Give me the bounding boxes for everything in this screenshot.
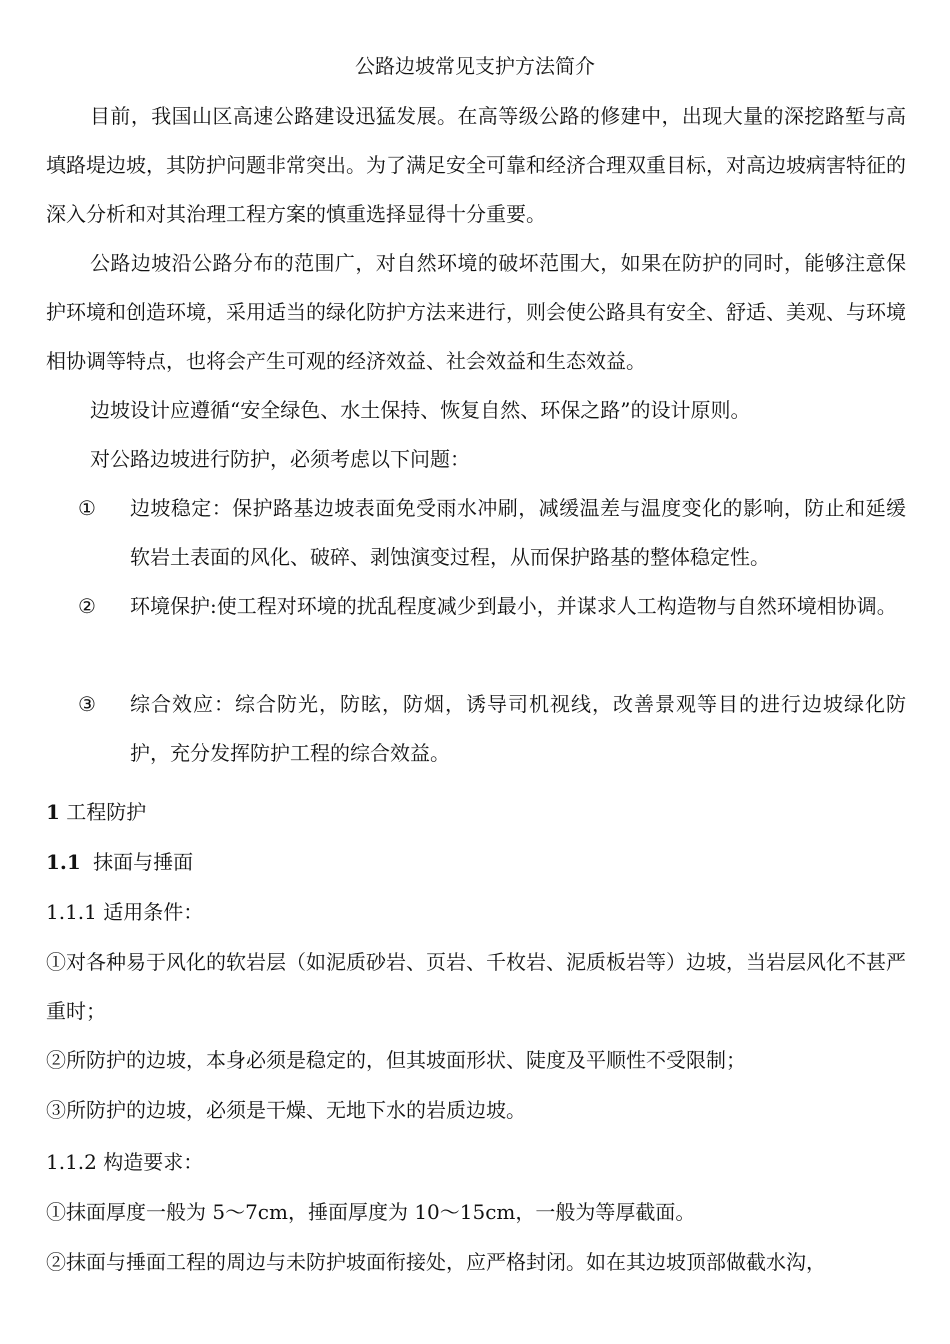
section-title: 抹面与捶面 [93,850,194,874]
issues-intro-paragraph: 对公路边坡进行防护，必须考虑以下问题： [90,447,470,471]
intro-paragraph: 目前，我国山区高速公路建设迅猛发展。在高等级公路的修建中，出现大量的深挖路堑与高填路堤边坡，其防护问题非常突出。为了满足安全可靠和经济合理双重目标，对高边坡病害特征的深入分析和对其治理工程方案的慎重选择显得十分重要。 [46,104,906,226]
section-1-heading [46,796,906,828]
section-number: 1.1 [46,850,81,874]
issue-text: 环境保护:使工程对环境的扰乱程度减少到最小，并谋求人工构造物与自然环境相协调。 [130,594,897,618]
section-title: 工程防护 [66,800,147,824]
construction-heading: 1.1.2 构造要求： [46,1150,204,1174]
design-principle-paragraph: 边坡设计应遵循“安全绿色、水土保持、恢复自然、环保之路”的设计原则。 [90,398,751,422]
issue-number: ② [78,594,96,618]
issue-text: 边坡稳定：保护路基边坡表面免受雨水冲刷，减缓温差与温度变化的影响，防止和延缓软岩土表面的风化、破碎、剥蚀演变过程，从而保护路基的整体稳定性。 [130,496,906,569]
environment-paragraph: 公路边坡沿公路分布的范围广，对自然环境的破坏范围大，如果在防护的同时，能够注意保护环境和创造环境，采用适当的绿化防护方法来进行，则会使公路具有安全、舒适、美观、与环境相协调等特点，也将会产生可观的经济效益、社会效益和生态效益。 [46,251,906,373]
condition-item: ③所防护的边坡，必须是干燥、无地下水的岩质边坡。 [46,1098,526,1122]
section-number: 1 [46,800,60,824]
conditions-heading: 1.1.1 适用条件： [46,900,204,924]
issue-number: ③ [78,692,96,716]
issue-number: ① [78,496,96,520]
construction-item: ②抹面与捶面工程的周边与未防护坡面衔接处，应严格封闭。如在其边坡顶部做截水沟， [46,1250,826,1274]
condition-item: ②所防护的边坡，本身必须是稳定的，但其坡面形状、陡度及平顺性不受限制； [46,1048,746,1072]
condition-item: ①对各种易于风化的软岩层（如泥质砂岩、页岩、千枚岩、泥质板岩等）边坡，当岩层风化不甚严重时； [46,950,906,1023]
construction-item: ①抹面厚度一般为 5～7cm，捶面厚度为 10～15cm，一般为等厚截面。 [46,1200,696,1224]
issue-text: 综合效应：综合防光，防眩，防烟，诱导司机视线，改善景观等目的进行边坡绿化防护，充分发挥防护工程的综合效益。 [130,692,906,765]
document-title: 公路边坡常见支护方法简介 [355,54,595,78]
section-1-1-heading [46,846,906,878]
